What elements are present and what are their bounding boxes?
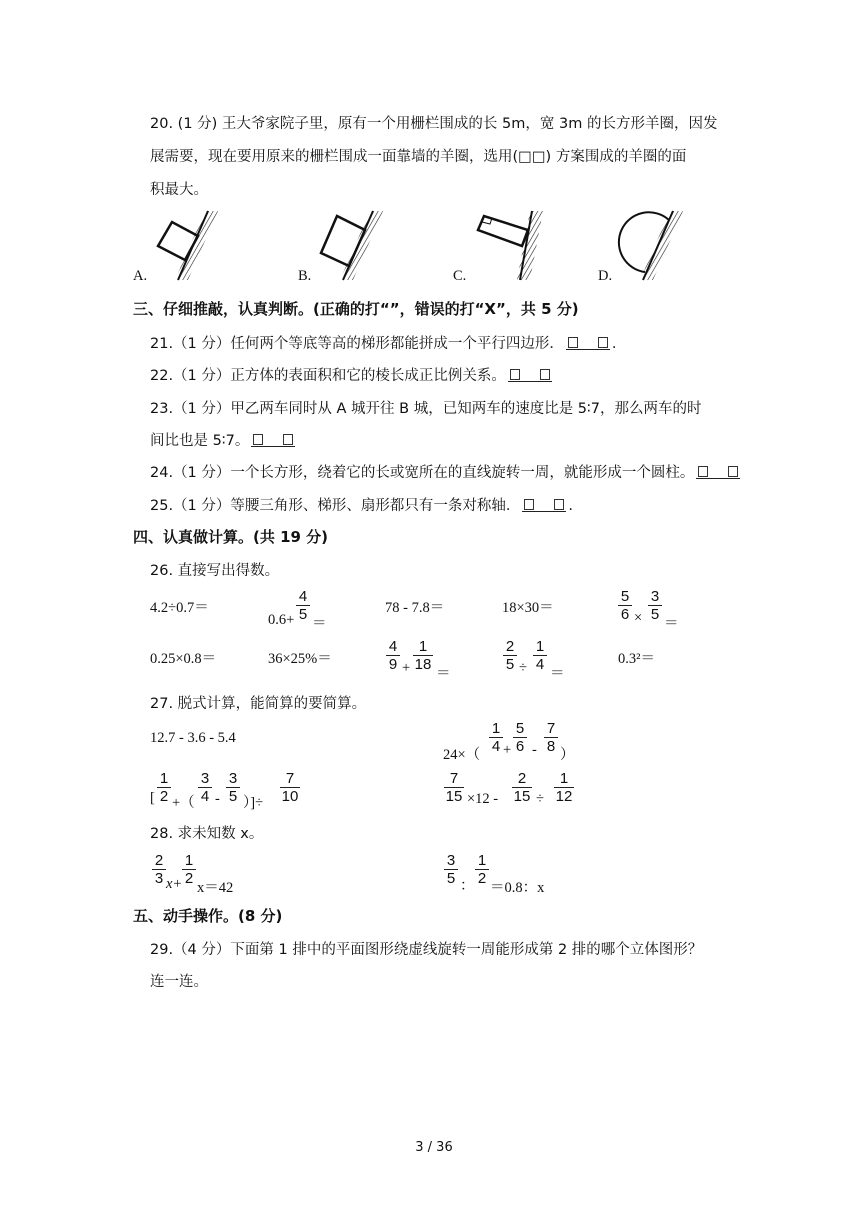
solve-1-post: x＝42 xyxy=(197,880,234,896)
q21-row xyxy=(150,332,617,353)
solve-1-frac-b: 1 2 xyxy=(182,852,196,887)
q27-title: 27. 脱式计算，能简算的要简算。 xyxy=(150,696,367,712)
calc-9-post: ＝ xyxy=(550,666,565,682)
solve-2-mid: ： xyxy=(460,878,475,894)
calc-5-frac-a: 5 6 xyxy=(618,588,632,623)
q20-line3: 积最大。 xyxy=(150,182,208,198)
option-c-figure xyxy=(470,208,550,283)
solve-2-post: ＝0.8：x xyxy=(490,880,545,896)
expr-4-frac-c: 1 12 xyxy=(555,770,573,805)
q20-line2: 展需要，现在要用原来的栅栏围成一面靠墙的羊圈，选用(□□) 方案围成的羊圈的面 xyxy=(150,149,687,165)
option-a-label: A. xyxy=(133,268,148,284)
expr-2-frac-c: 7 8 xyxy=(544,720,558,755)
q23-line2: 间比也是 5∶7。 xyxy=(150,433,250,449)
section3-title: 三、仔细推敲，认真判断。(正确的打“”，错误的打“X”，共 5 分) xyxy=(133,300,579,318)
expr-4-frac-b: 2 15 xyxy=(513,770,531,805)
q24-row xyxy=(150,461,742,482)
q21-text: 21.（1 分）任何两个等底等高的梯形都能拼成一个平行四边形． xyxy=(150,336,564,352)
expr-4-op2: ÷ xyxy=(536,791,544,807)
calc-9-op: ÷ xyxy=(519,660,527,676)
option-c-label: C. xyxy=(453,268,467,284)
q29-line1: 29.（4 分）下面第 1 排中的平面图形绕虚线旋转一周能形成第 2 排的哪个立体图形？ xyxy=(150,942,703,958)
q25-row xyxy=(150,494,573,515)
q29-line2: 连一连。 xyxy=(150,974,208,990)
calc-8-frac-b: 1 18 xyxy=(414,638,432,673)
calc-2-pre: 0.6+ xyxy=(268,612,295,628)
expr-2-op1: + xyxy=(503,742,512,758)
option-d-label: D. xyxy=(598,268,613,284)
q21-period: . xyxy=(611,336,617,352)
calc-2-fraction: 4 5 xyxy=(296,588,310,623)
q28-title: 28. 求未知数 x。 xyxy=(150,826,264,842)
q23-line1: 23.（1 分）甲乙两车同时从 A 城开往 B 城，已知两车的速度比是 5∶7，那么两车的时 xyxy=(150,401,702,417)
calc-3: 78 - 7.8＝ xyxy=(385,600,445,616)
q22-row xyxy=(150,364,554,385)
calc-8-op: + xyxy=(402,660,411,676)
calc-8-post: ＝ xyxy=(436,666,451,682)
q23-row2 xyxy=(150,429,297,450)
calc-5-frac-b: 3 5 xyxy=(648,588,662,623)
q25-period: . xyxy=(568,498,574,514)
q22-text: 22.（1 分）正方体的表面积和它的棱长成正比例关系。 xyxy=(150,368,506,384)
option-b-label: B. xyxy=(298,268,312,284)
q25-text: 25.（1 分）等腰三角形、梯形、扇形都只有一条对称轴． xyxy=(150,498,521,514)
option-d-figure xyxy=(615,208,687,283)
expr-3-frac-b: 3 4 xyxy=(198,770,212,805)
calc-5-post: ＝ xyxy=(664,616,679,632)
expr-3-op2: - xyxy=(215,791,220,807)
q22-answer-blank[interactable] xyxy=(508,367,552,382)
expr-2-frac-a: 1 4 xyxy=(489,720,503,755)
option-b-figure xyxy=(315,208,387,283)
expr-3-open: [ xyxy=(150,790,155,806)
calc-8-frac-a: 4 9 xyxy=(386,638,400,673)
expr-2-post: ） xyxy=(560,747,575,763)
expr-3-frac-a: 1 2 xyxy=(157,770,171,805)
calc-2-post: ＝ xyxy=(312,616,327,632)
calc-9-frac-b: 1 4 xyxy=(533,638,547,673)
calc-6: 0.25×0.8＝ xyxy=(150,651,217,667)
expr-3-close: ）]÷ xyxy=(243,795,264,811)
solve-2-frac-a: 3 5 xyxy=(444,852,458,887)
expr-3-frac-d: 7 10 xyxy=(281,770,299,805)
page-number: 3 / 36 xyxy=(415,1140,453,1155)
calc-7: 36×25%＝ xyxy=(268,651,332,667)
expr-3-frac-c: 3 5 xyxy=(226,770,240,805)
solve-1-mid: x+ xyxy=(166,876,183,892)
option-a-figure xyxy=(150,208,222,283)
expr-4-frac-a: 7 15 xyxy=(445,770,463,805)
calc-10: 0.3²＝ xyxy=(618,651,655,667)
expr-4-op1: ×12 - xyxy=(467,791,499,807)
calc-1: 4.2÷0.7＝ xyxy=(150,600,209,616)
calc-5-op: × xyxy=(634,610,643,626)
expr-2-op2: - xyxy=(532,742,537,758)
solve-1-frac-a: 2 3 xyxy=(152,852,166,887)
section4-title: 四、认真做计算。(共 19 分) xyxy=(133,528,329,546)
q25-answer-blank[interactable] xyxy=(522,497,566,512)
q26-title: 26. 直接写出得数。 xyxy=(150,563,280,579)
solve-2-frac-b: 1 2 xyxy=(475,852,489,887)
q21-answer-blank[interactable] xyxy=(566,335,610,350)
expr-3-op1: +（ xyxy=(172,795,195,811)
q24-answer-blank[interactable] xyxy=(696,464,740,479)
q24-text: 24.（1 分）一个长方形，绕着它的长或宽所在的直线旋转一周，就能形成一个圆柱。 xyxy=(150,465,695,481)
expr-2-pre: 24×（ xyxy=(443,747,481,763)
expr-2-frac-b: 5 6 xyxy=(513,720,527,755)
expr-1: 12.7 - 3.6 - 5.4 xyxy=(150,730,236,746)
q23-answer-blank[interactable] xyxy=(251,432,295,447)
calc-4: 18×30＝ xyxy=(502,600,554,616)
q20-line1: 20. (1 分) 王大爷家院子里，原有一个用栅栏围成的长 5m，宽 3m 的长方形羊圈，因发 xyxy=(150,116,718,132)
calc-9-frac-a: 2 5 xyxy=(503,638,517,673)
section5-title: 五、动手操作。(8 分) xyxy=(133,907,283,925)
